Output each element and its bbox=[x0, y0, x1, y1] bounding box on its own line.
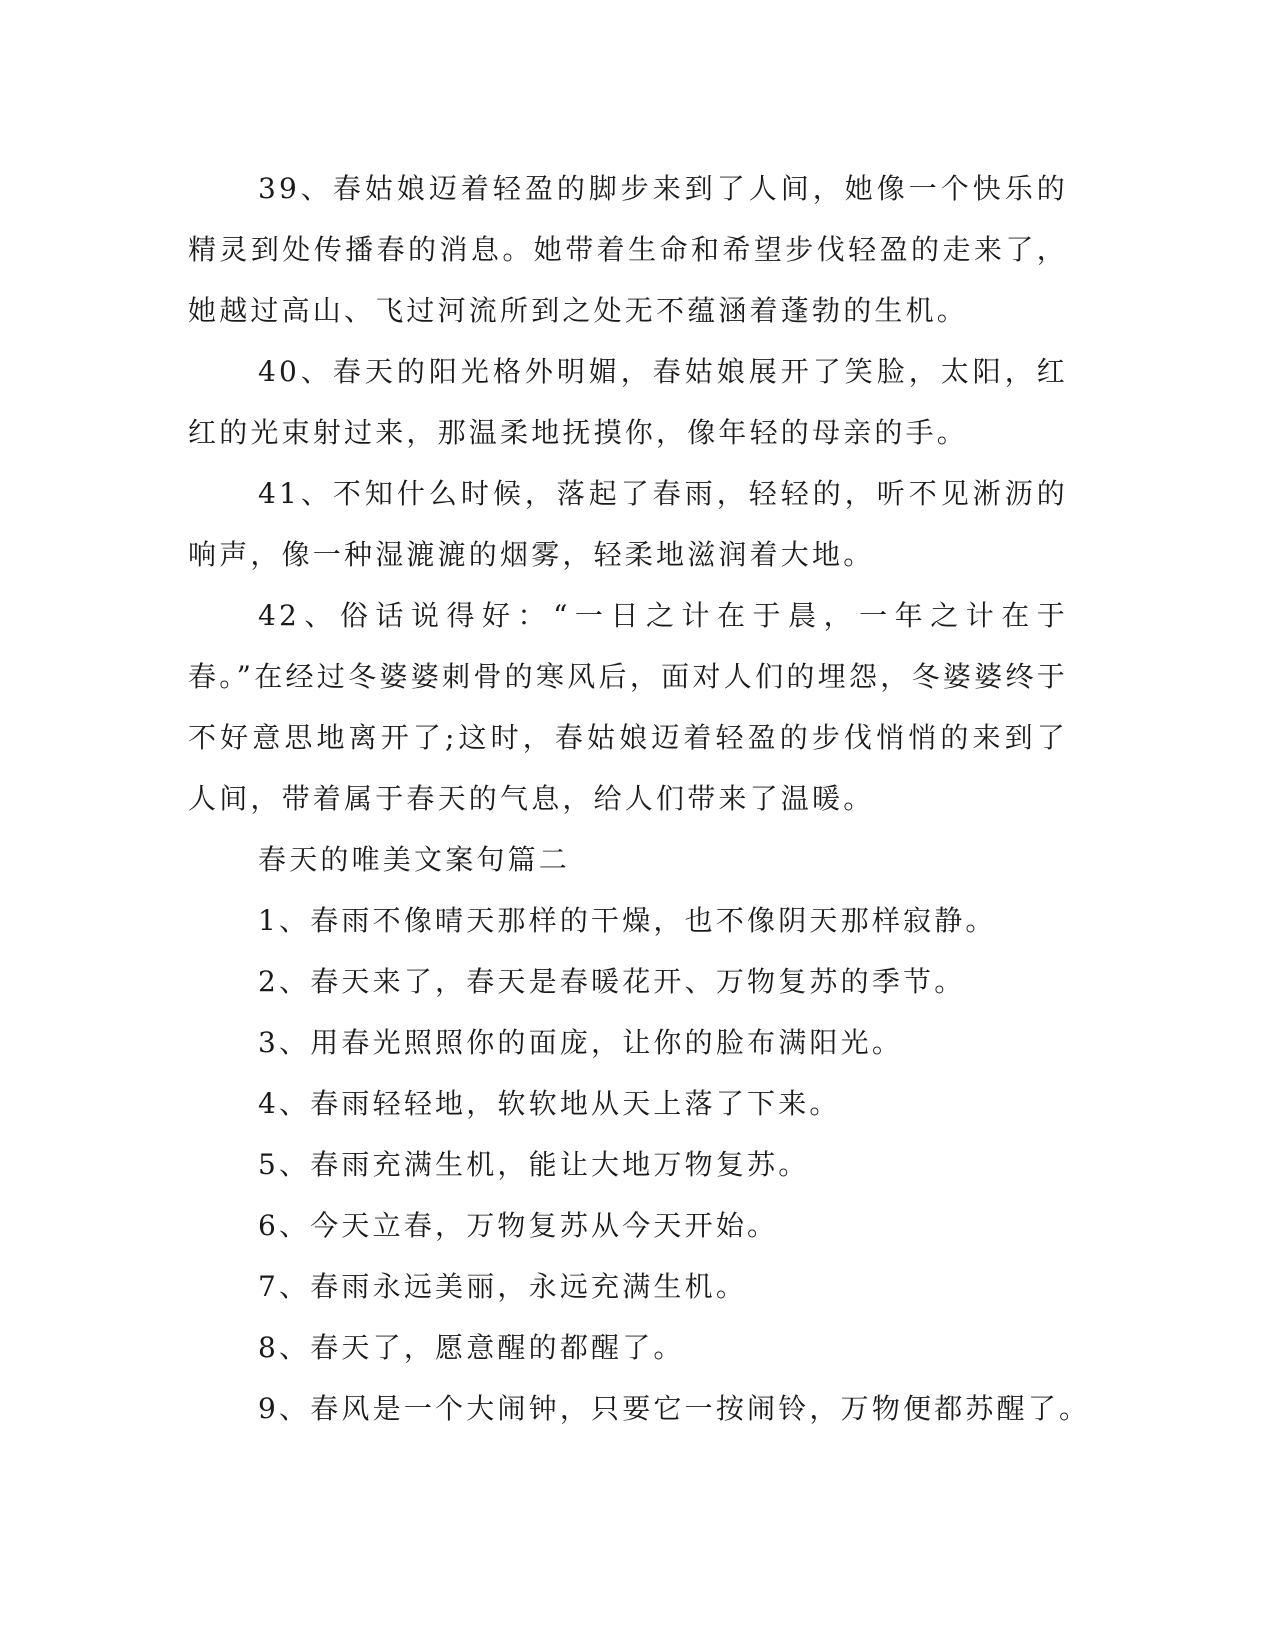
list-item: 5、春雨充满生机，能让大地万物复苏。 bbox=[258, 1148, 810, 1181]
paragraph-40: 40、春天的阳光格外明媚，春姑娘展开了笑脸，太阳，红红的光束射过来，那温柔地抚摸你，像年轻的母亲的手。 bbox=[188, 355, 1068, 449]
list-item: 8、春天了，愿意醒的都醒了。 bbox=[258, 1331, 685, 1364]
list-item: 3、用春光照照你的面庞，让你的脸布满阳光。 bbox=[258, 1026, 904, 1059]
list-item: 2、春天来了，春天是春暖花开、万物复苏的季节。 bbox=[258, 965, 966, 998]
paragraph-42: 42、俗话说得好：“一日之计在于晨，一年之计在于春。”在经过冬婆婆刺骨的寒风后，面对人们的埋怨，冬婆婆终于不好意思地离开了;这时，春姑娘迈着轻盈的步伐悄悄的来到了人间，带着属于春天的气息，给人们带来了温暖。 bbox=[188, 599, 1068, 815]
paragraph-39: 39、春姑娘迈着轻盈的脚步来到了人间，她像一个快乐的精灵到处传播春的消息。她带着生命和希望步伐轻盈的走来了，她越过高山、飞过河流所到之处无不蕴涵着蓬勃的生机。 bbox=[188, 172, 1068, 327]
list-item: 1、春雨不像晴天那样的干燥，也不像阴天那样寂静。 bbox=[258, 904, 997, 937]
list-item: 6、今天立春，万物复苏从今天开始。 bbox=[258, 1209, 779, 1242]
section-title: 春天的唯美文案句篇二 bbox=[258, 843, 571, 876]
list-item: 9、春风是一个大闹钟，只要它一按闹铃，万物便都苏醒了。 bbox=[258, 1392, 1091, 1425]
list-item: 4、春雨轻轻地，软软地从天上落了下来。 bbox=[258, 1087, 841, 1120]
document-page bbox=[188, 158, 1091, 1439]
list-item: 7、春雨永远美丽，永远充满生机。 bbox=[258, 1270, 748, 1303]
paragraph-41: 41、不知什么时候，落起了春雨，轻轻的，听不见淅沥的响声，像一种湿漉漉的烟雾，轻柔地滋润着大地。 bbox=[188, 477, 1068, 571]
